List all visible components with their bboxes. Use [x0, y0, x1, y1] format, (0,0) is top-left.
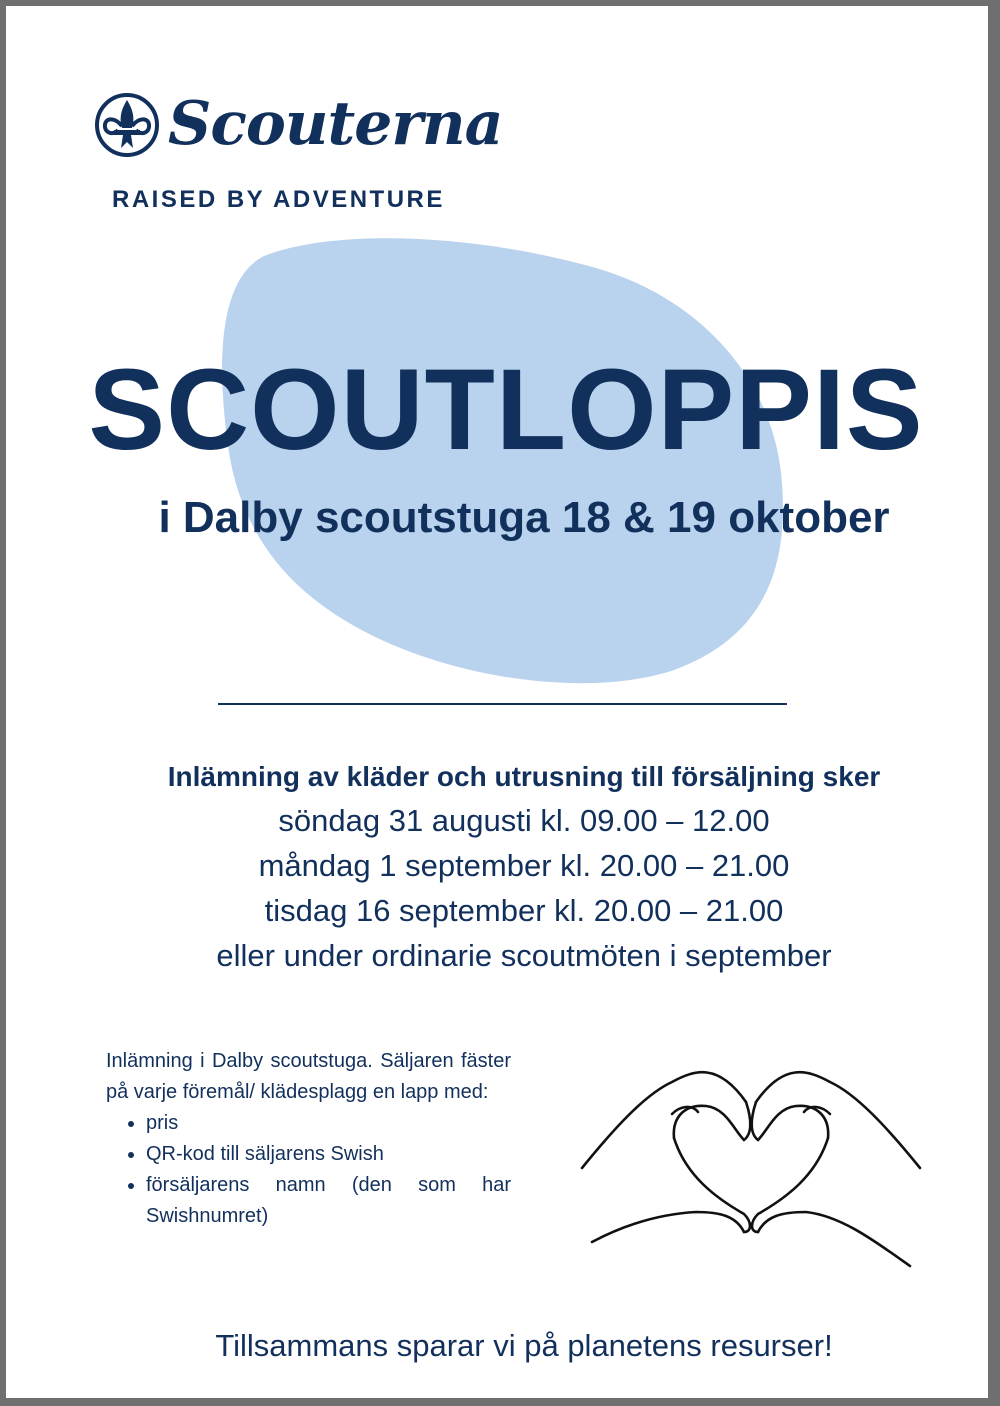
event-title: SCOUTLOPPIS — [88, 346, 924, 474]
footer-slogan: Tillsammans sparar vi på planetens resurser! — [215, 1328, 833, 1363]
event-subtitle: i Dalby scoutstuga 18 & 19 oktober — [158, 493, 890, 542]
dropoff-heading: Inlämning av kläder och utrusning till försäljning sker — [167, 761, 881, 792]
dropoff-time: eller under ordinarie scoutmöten i september — [216, 938, 832, 973]
scout-lily-icon — [94, 92, 160, 158]
dropoff-times — [6, 798, 988, 978]
heart-hands-icon — [576, 1046, 926, 1276]
info-list-item: • pris — [146, 1108, 511, 1139]
info-list-item: • försäljarens namn (den som har Swishnumret) — [146, 1170, 511, 1232]
info-list — [106, 1108, 511, 1232]
poster-page — [6, 6, 988, 1398]
brand-name: Scouterna — [168, 89, 503, 159]
brand-tagline: RAISED BY ADVENTURE — [112, 186, 445, 213]
divider-line — [218, 703, 787, 705]
dropoff-time: måndag 1 september kl. 20.00 – 21.00 — [258, 848, 790, 883]
info-list-item: • QR-kod till säljarens Swish — [146, 1139, 511, 1170]
info-block — [106, 1046, 511, 1232]
info-text: Inlämning i Dalby scoutstuga. Säljaren fäster på varje föremål/ klädesplagg en lapp med: — [106, 1050, 511, 1103]
dropoff-time: söndag 31 augusti kl. 09.00 – 12.00 — [278, 803, 770, 838]
dropoff-time: tisdag 16 september kl. 20.00 – 21.00 — [264, 893, 784, 928]
